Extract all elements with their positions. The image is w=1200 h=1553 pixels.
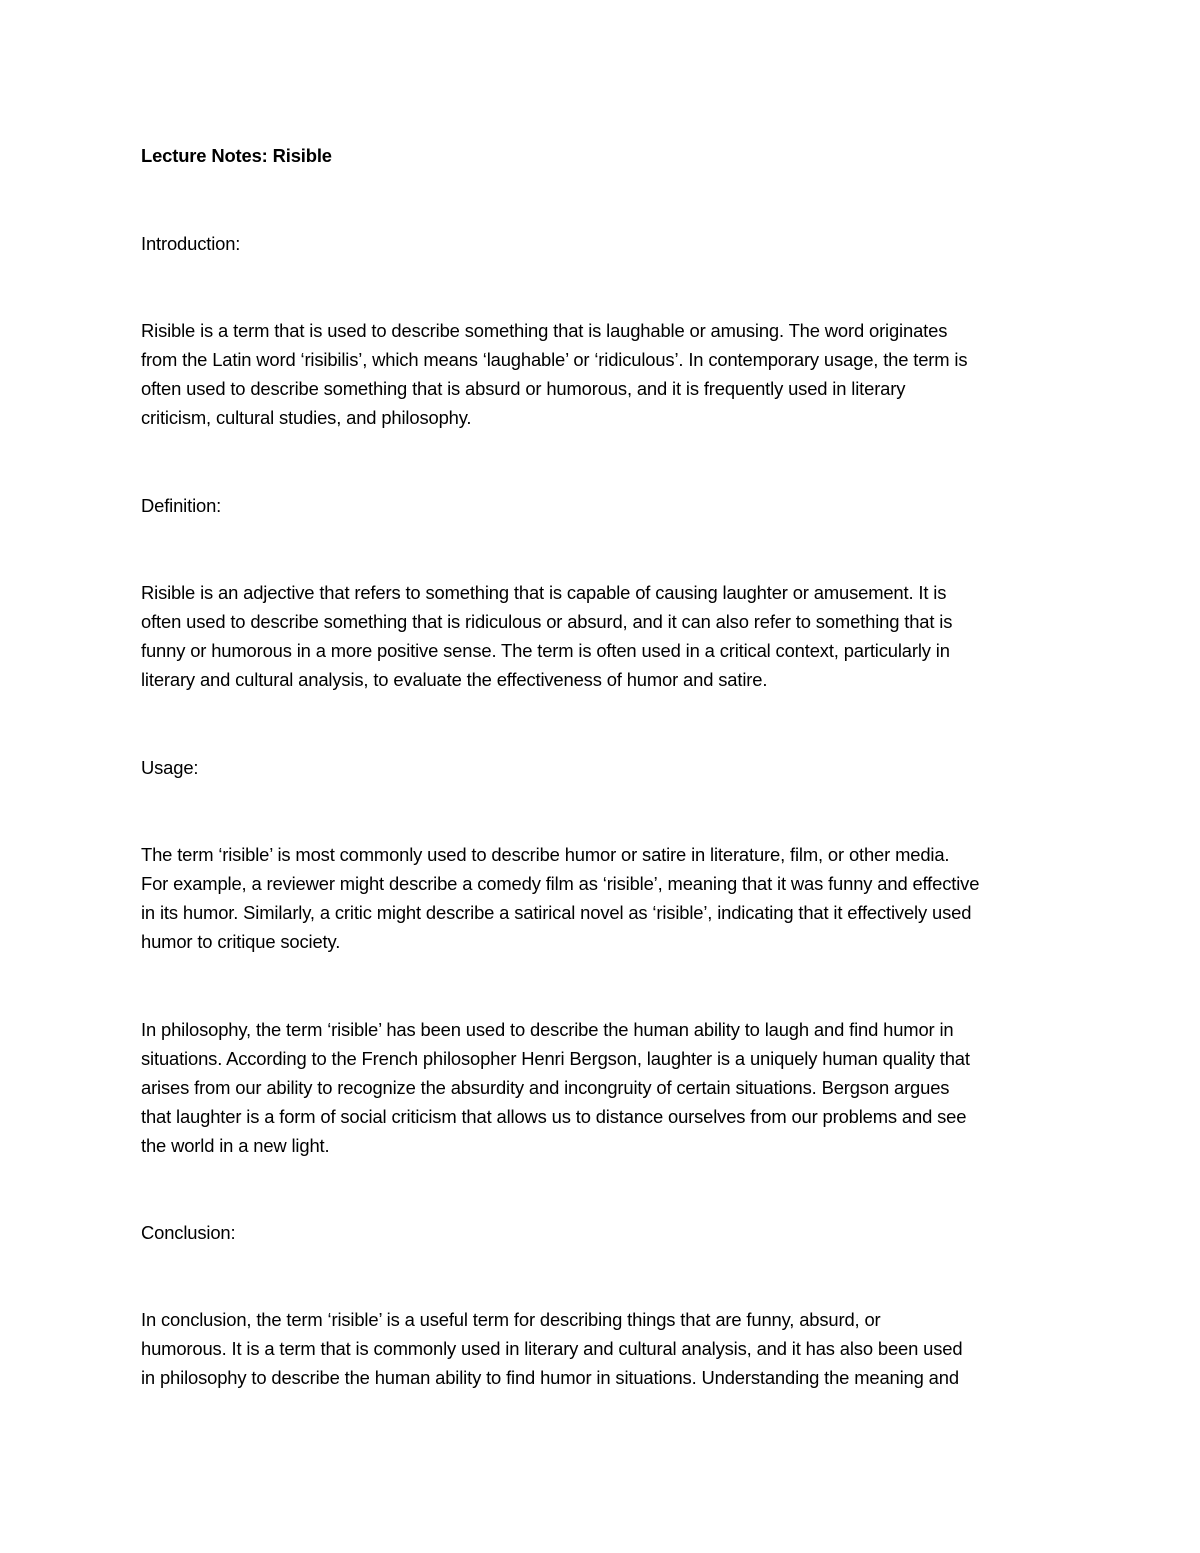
- paragraph-line: Risible is a term that is used to describe something that is laughable or amusing. The word originates: [141, 320, 948, 341]
- paragraph-line: funny or humorous in a more positive sense. The term is often used in a critical context, particularly in: [141, 640, 950, 661]
- introduction-heading: Introduction:: [141, 233, 241, 254]
- paragraph-line: from the Latin word ‘risibilis’, which means ‘laughable’ or ‘ridiculous’. In contemporary usage, the term is: [141, 349, 968, 370]
- paragraph-line: literary and cultural analysis, to evaluate the effectiveness of humor and satire.: [141, 669, 768, 690]
- paragraph-line: In philosophy, the term ‘risible’ has been used to describe the human ability to laugh and find humor in: [141, 1019, 954, 1040]
- paragraph-line: arises from our ability to recognize the absurdity and incongruity of certain situations. Bergson argues: [141, 1077, 950, 1098]
- document-title: Lecture Notes: Risible: [141, 145, 332, 166]
- usage-paragraph-1: [141, 840, 1071, 956]
- paragraph-line: In conclusion, the term ‘risible’ is a useful term for describing things that are funny, absurd, or: [141, 1309, 881, 1330]
- paragraph-line: situations. According to the French philosopher Henri Bergson, laughter is a uniquely human quality that: [141, 1048, 970, 1069]
- paragraph-line: For example, a reviewer might describe a comedy film as ‘risible’, meaning that it was funny and effective: [141, 873, 980, 894]
- paragraph-line: that laughter is a form of social criticism that allows us to distance ourselves from our problems and see: [141, 1106, 967, 1127]
- paragraph-line: humorous. It is a term that is commonly used in literary and cultural analysis, and it has also been used: [141, 1338, 963, 1359]
- paragraph-line: humor to critique society.: [141, 931, 341, 952]
- paragraph-line: often used to describe something that is ridiculous or absurd, and it can also refer to something that is: [141, 611, 953, 632]
- conclusion-paragraph: [141, 1305, 1071, 1392]
- paragraph-line: Risible is an adjective that refers to something that is capable of causing laughter or amusement. It is: [141, 582, 947, 603]
- paragraph-line: The term ‘risible’ is most commonly used to describe humor or satire in literature, film, or other media.: [141, 844, 950, 865]
- usage-heading: Usage:: [141, 757, 199, 778]
- introduction-paragraph: [141, 316, 1071, 432]
- paragraph-line: in philosophy to describe the human ability to find humor in situations. Understanding the meaning and: [141, 1367, 959, 1388]
- paragraph-line: criticism, cultural studies, and philosophy.: [141, 407, 472, 428]
- paragraph-line: in its humor. Similarly, a critic might describe a satirical novel as ‘risible’, indicating that it effectively used: [141, 902, 972, 923]
- definition-paragraph: [141, 578, 1071, 694]
- paragraph-line: the world in a new light.: [141, 1135, 330, 1156]
- conclusion-heading: Conclusion:: [141, 1222, 236, 1243]
- usage-paragraph-2: [141, 1015, 1071, 1160]
- definition-heading: Definition:: [141, 495, 222, 516]
- paragraph-line: often used to describe something that is absurd or humorous, and it is frequently used in literary: [141, 378, 906, 399]
